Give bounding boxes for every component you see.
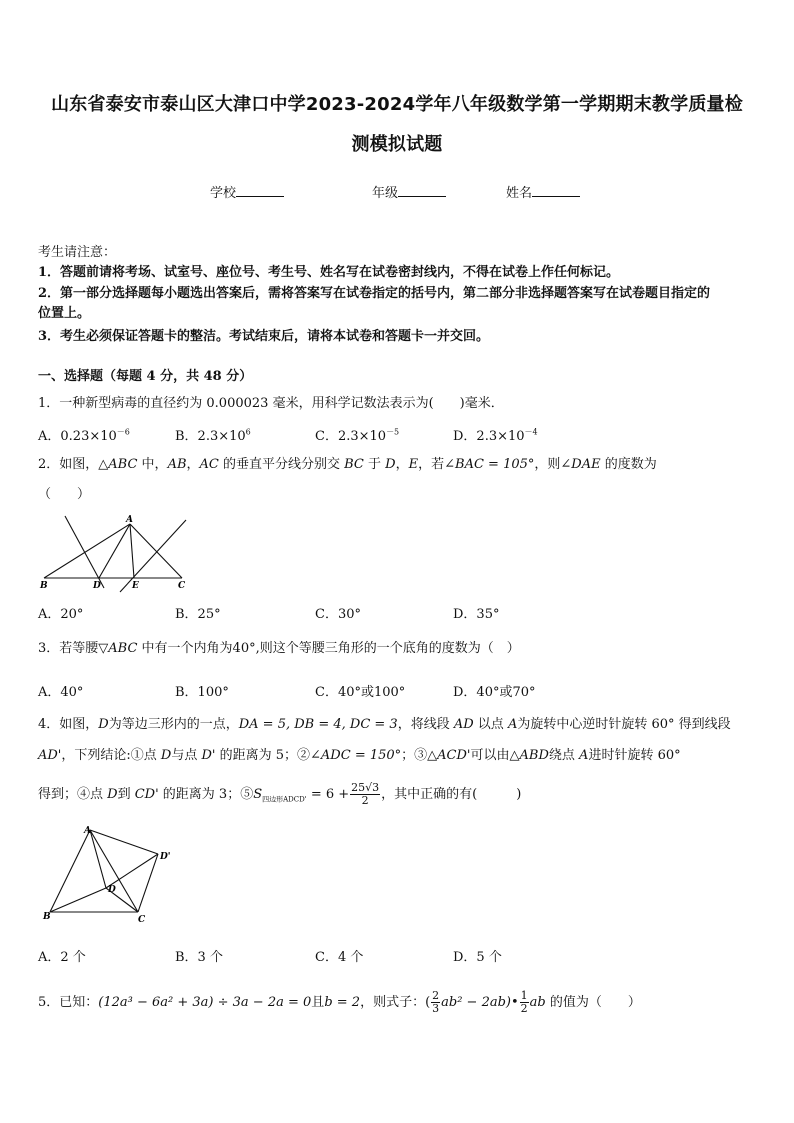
- q2-bracket: （ ）: [38, 487, 91, 502]
- q2-label-b: B: [40, 581, 48, 591]
- q4-option-c[interactable]: C．4 个: [315, 950, 364, 965]
- q3-option-d[interactable]: D．40°或70°: [453, 685, 536, 700]
- school-label: 学校: [210, 186, 237, 201]
- name-field[interactable]: [506, 182, 580, 201]
- q4-label-d: D: [108, 885, 116, 895]
- q2-stem: 2．如图，△ABC 中，AB，AC 的垂直平分线分别交 BC 于 D，E，若∠BAC = 105°，则∠DAE 的度数为: [38, 457, 657, 472]
- q4-segment-bd: [50, 888, 106, 912]
- exam-title-line1: 山东省泰安市泰山区大津口中学2023-2024学年八年级数学第一学期期末教学质量检: [51, 94, 743, 115]
- student-info-fields: [0, 182, 794, 202]
- q3-stem: 3．若等腰▽ABC 中有一个内角为40°,则这个等腰三角形的一个底角的度数为（ ）: [38, 641, 520, 656]
- q2-label-d: D: [93, 581, 101, 591]
- notice-item-2: 2．第一部分选择题每小题选出答案后，需将答案写在试卷指定的括号内，第二部分非选择题答案写在试卷题目指定的: [38, 286, 711, 301]
- q4-option-b[interactable]: B．3 个: [175, 950, 223, 965]
- notice-item-1: 1．答题前请将考场、试室号、座位号、考生号、姓名写在试卷密封线内，不得在试卷上作任何标记。: [38, 265, 620, 280]
- q5-stem: 5．已知：(12a³ − 6a² + 3a) ÷ 3a − 2a = 0且b = 2，则式子：( $\frac{2}{3}$ ab² − 2ab)• $\frac{1}{2}$ ab 的值为（ ）: [38, 989, 641, 1015]
- grade-label: 年级: [372, 186, 399, 201]
- q4-segment-cd1: [138, 854, 158, 912]
- q3-option-b[interactable]: B．100°: [175, 685, 229, 700]
- q2-label-e: E: [132, 581, 139, 591]
- q4-stem-line2: AD'，下列结论:①点 D与点 D' 的距离为 5；②∠ADC = 150°；③△ACD'可以由△ABD绕点 A进时针旋转 60°: [38, 748, 681, 763]
- q1-stem: 1．一种新型病毒的直径约为 0.000023 毫米，用科学记数法表示为( )毫米．: [38, 396, 504, 411]
- q4-label-a: A: [84, 826, 91, 836]
- q2-option-b[interactable]: B．25°: [175, 607, 221, 622]
- q2-segment-ab: [44, 524, 130, 578]
- section-heading: 一、选择题（每题 4 分，共 48 分）: [38, 369, 253, 384]
- q1-option-a[interactable]: A．$0.23\times 10^{-6}$: [38, 427, 130, 444]
- notice-item-2-cont: 位置上。: [38, 306, 91, 321]
- q2-option-c[interactable]: C．30°: [315, 607, 361, 622]
- q2-segment-ad: [99, 524, 130, 578]
- q4-option-d[interactable]: D．5 个: [453, 950, 502, 965]
- q1-option-b[interactable]: B．$2.3\times 10^6$: [175, 427, 251, 444]
- q4-stem-line1: 4．如图，D为等边三形内的一点，DA = 5, DB = 4, DC = 3，将线段 AD 以点 A为旋转中心逆时针旋转 60° 得到线段: [38, 717, 731, 732]
- q2-bisector-ac: [120, 520, 186, 592]
- q4-label-c: C: [138, 915, 146, 925]
- school-blank[interactable]: [236, 184, 284, 197]
- q3-option-c[interactable]: C．40°或100°: [315, 685, 406, 700]
- q4-segment-ad1: [90, 830, 158, 854]
- grade-blank[interactable]: [398, 184, 446, 197]
- notice-item-3: 3．考生必须保证答题卡的整洁。考试结束后，请将本试卷和答题卡一并交回。: [38, 329, 490, 344]
- q4-fraction: $\frac{25√3}{2}$: [351, 781, 380, 807]
- q5-fraction-2: $\frac{1}{2}$: [520, 989, 528, 1015]
- q2-segment-ae: [130, 524, 134, 578]
- q3-option-a[interactable]: A．40°: [38, 685, 84, 700]
- exam-title-line2: 测模拟试题: [351, 134, 443, 155]
- q2-label-c: C: [178, 581, 186, 591]
- q1-option-d[interactable]: D．$2.3\times 10^{-4}$: [453, 427, 538, 444]
- name-blank[interactable]: [532, 184, 580, 197]
- q4-segment-ad: [90, 830, 106, 888]
- q2-figure: [36, 512, 196, 594]
- q4-option-a[interactable]: A．2 个: [38, 950, 86, 965]
- q2-option-a[interactable]: A．20°: [38, 607, 84, 622]
- q2-label-a: A: [126, 515, 133, 525]
- q4-figure: [40, 822, 180, 926]
- q4-segment-ac: [90, 830, 138, 912]
- grade-field[interactable]: [372, 182, 446, 201]
- name-label: 姓名: [506, 186, 533, 201]
- q1-option-c[interactable]: C．$2.3\times 10^{-5}$: [315, 427, 400, 444]
- q2-bisector-ab: [65, 516, 104, 588]
- q4-segment-ab: [50, 830, 90, 912]
- school-field[interactable]: [210, 182, 284, 201]
- q4-label-b: B: [43, 912, 51, 922]
- q5-fraction-1: $\frac{2}{3}$: [432, 989, 440, 1015]
- q4-label-d1: D': [160, 852, 171, 862]
- q4-stem-line3: 得到；④点 D到 CD' 的距离为 3；$⑤S_{四边形ADCD'} = 6$ + $\frac{25√3}{2}$ ，其中正确的有( ): [38, 781, 522, 807]
- notice-heading: 考生请注意：: [38, 245, 117, 260]
- q2-option-d[interactable]: D．35°: [453, 607, 500, 622]
